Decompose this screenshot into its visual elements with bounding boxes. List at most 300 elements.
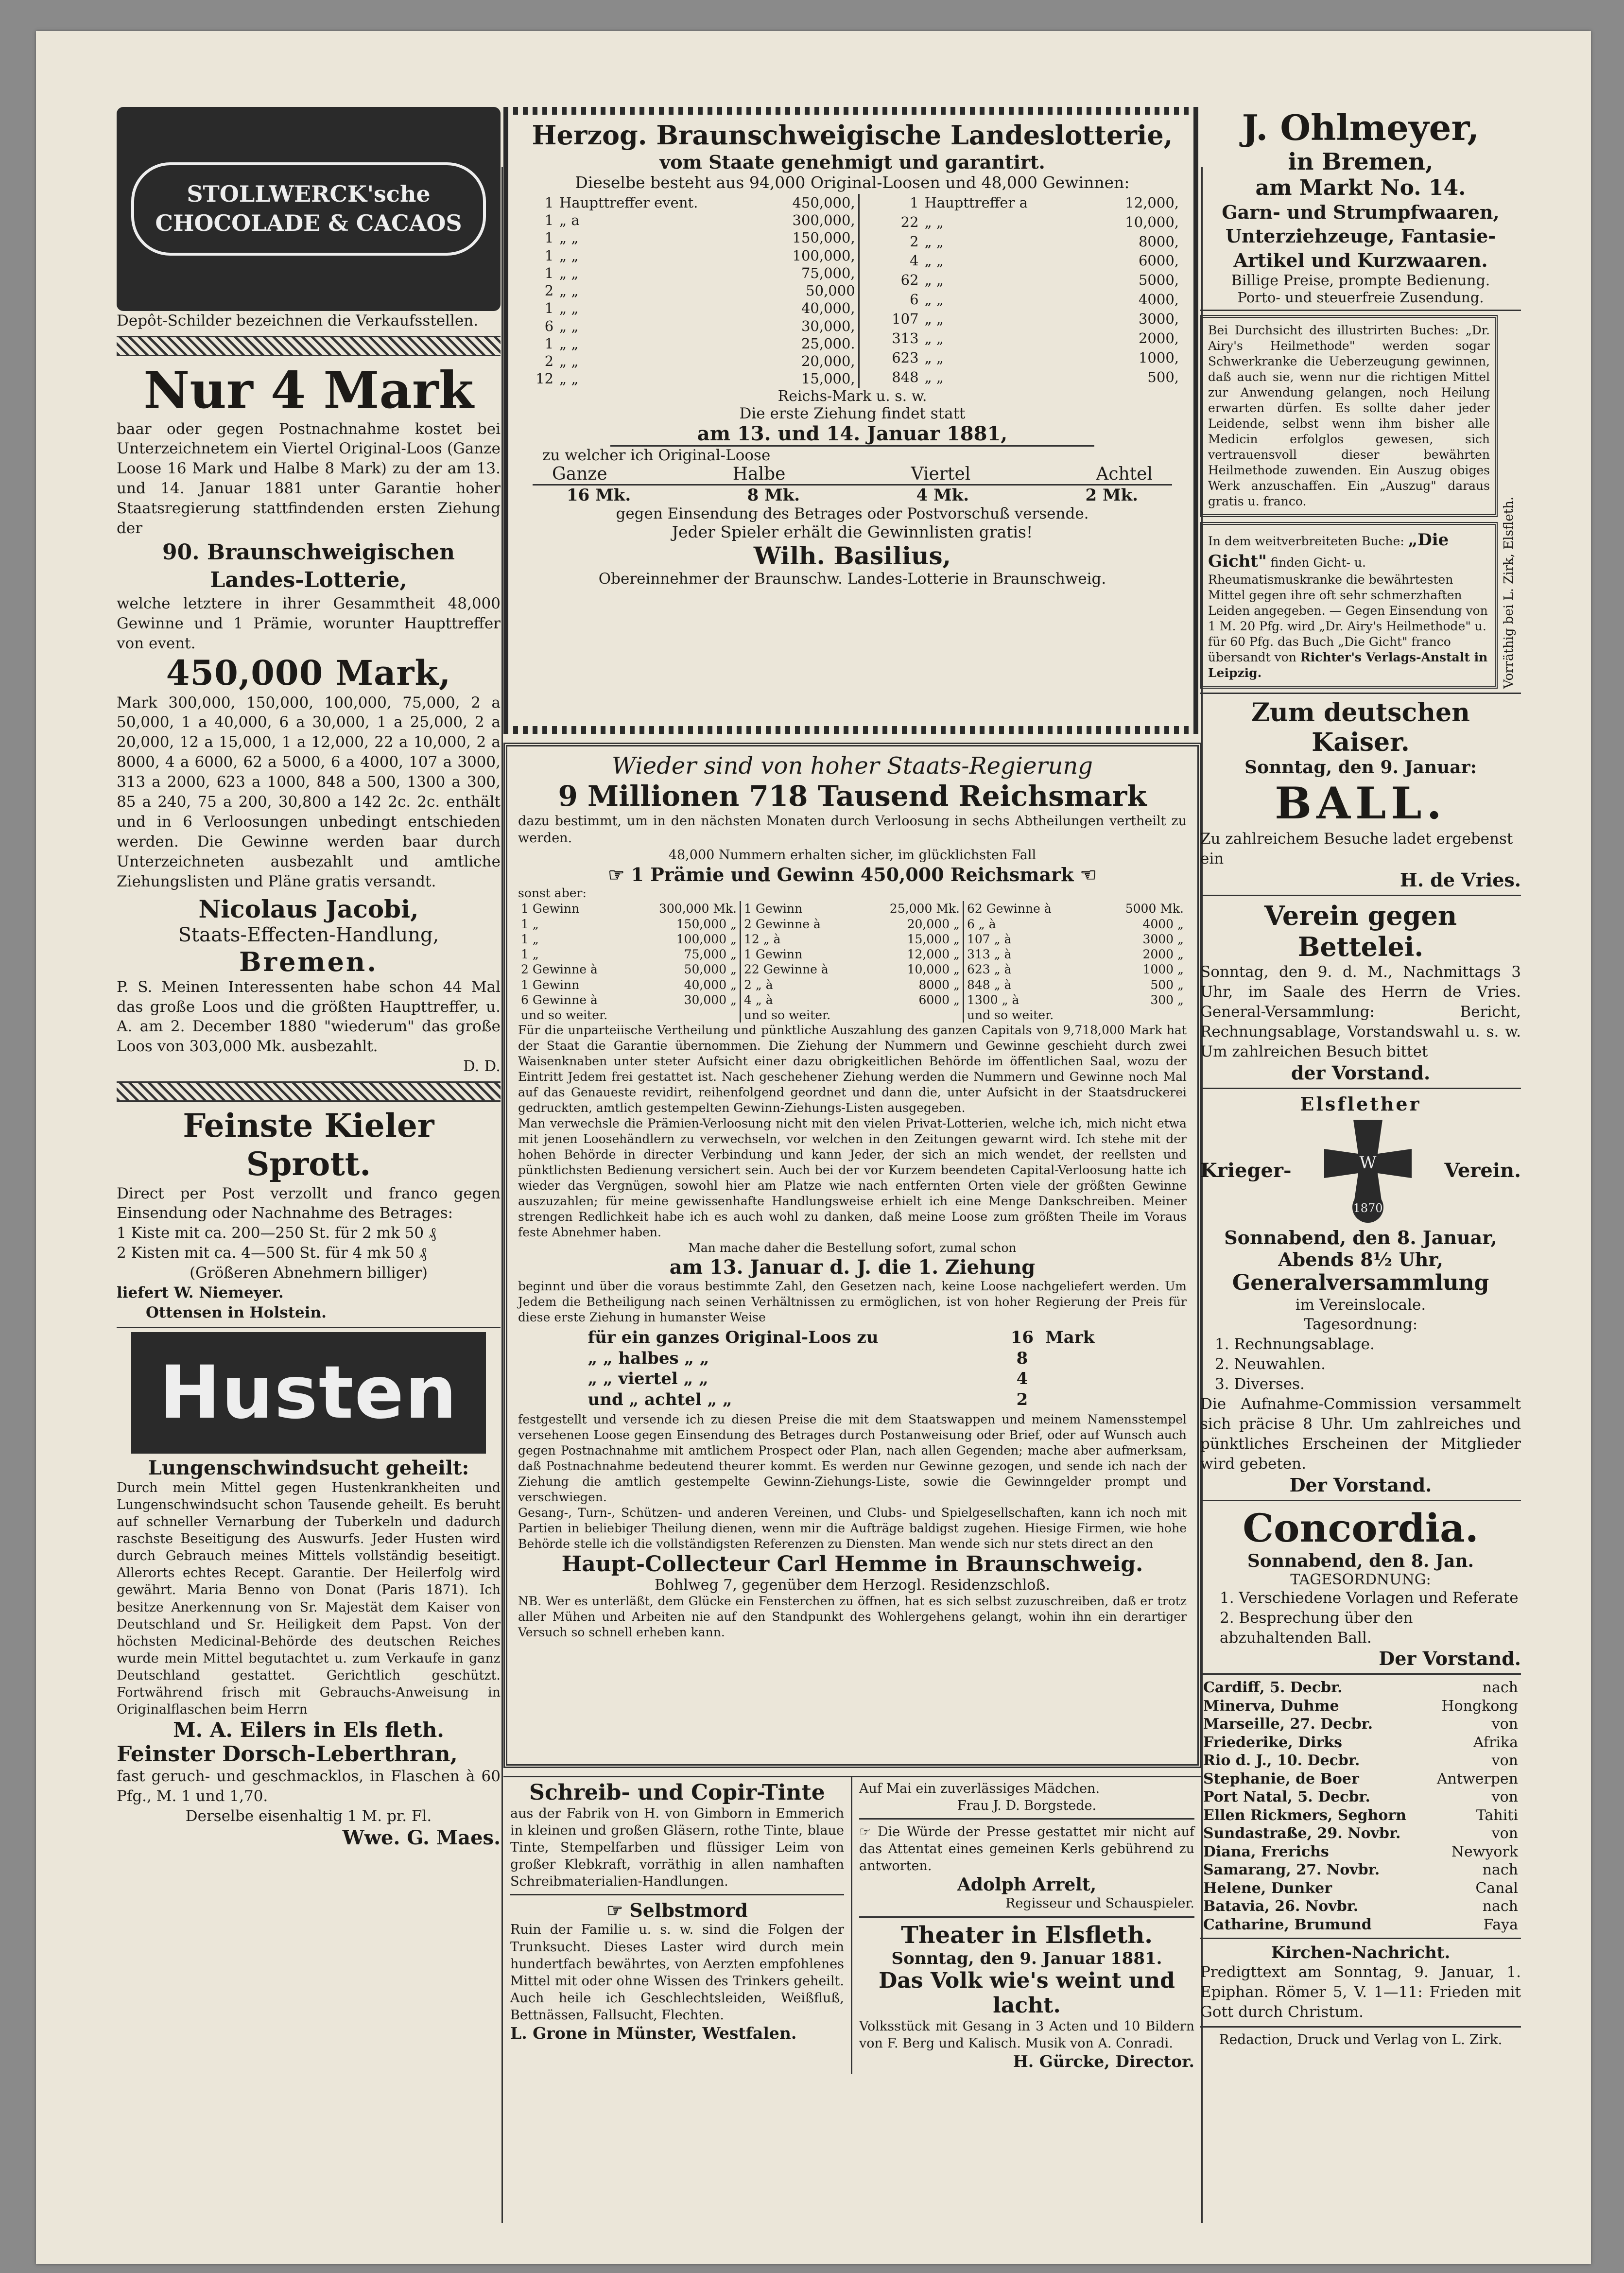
nur-4-mark-city: Bremen. bbox=[239, 946, 378, 977]
husten-ad bbox=[117, 1332, 501, 1742]
presse-sub: Regisseur und Schauspieler. bbox=[1005, 1896, 1194, 1911]
hemme-t2-cell: 10,000 „ bbox=[907, 962, 960, 977]
husten-title: Husten bbox=[159, 1350, 458, 1435]
lottery-left-cell: „ „ bbox=[559, 229, 579, 246]
lottery-right-cell: „ „ bbox=[924, 252, 944, 269]
hemme-price-cell: Mark bbox=[1045, 1328, 1095, 1348]
hemme-t1-cell: 1 „ bbox=[521, 917, 539, 931]
lottery-send: gegen Einsendung des Betrages oder Postvorschuß versende. bbox=[616, 504, 1089, 522]
lottery-left-cell: „ „ bbox=[559, 247, 579, 264]
hemme-t3-cell: 6 „ à bbox=[967, 917, 996, 931]
lottery-left-cell: 15,000, bbox=[801, 370, 855, 387]
krieger-item-1: 1. Rechnungsablage. bbox=[1215, 1336, 1375, 1353]
lottery-left-cell: 20,000, bbox=[801, 353, 855, 370]
concordia-firm: Der Vorstand. bbox=[1379, 1648, 1521, 1670]
ship-row bbox=[1200, 1897, 1521, 1916]
lottery-which: zu welcher ich Original-Loose bbox=[542, 446, 771, 464]
hemme-t1-cell: 40,000 „ bbox=[684, 977, 737, 992]
ohlmeyer-goods: Garn- und Strumpfwaaren, Unterziehzeuge, Fantasie-Artikel und Kurzwaaren. bbox=[1222, 201, 1500, 271]
lottery-left-cell: 300,000, bbox=[792, 212, 855, 229]
lottery-right-cell: 6 bbox=[910, 291, 919, 308]
hemme-t3-row bbox=[964, 962, 1187, 977]
lottery-loos-prices bbox=[533, 484, 1172, 505]
ship-cell: Friederike, Dirks bbox=[1203, 1734, 1342, 1751]
column-middle bbox=[503, 107, 1201, 2211]
lottery-right-row bbox=[871, 368, 1182, 388]
bottom-ads-right bbox=[852, 1777, 1201, 2074]
hemme-t3-cell: 1000 „ bbox=[1142, 962, 1184, 977]
hemme-t3-cell: 2000 „ bbox=[1142, 947, 1184, 962]
lottery-prize-tables bbox=[523, 194, 1182, 388]
hemme-t3-cell: 300 „ bbox=[1150, 992, 1184, 1007]
hemme-t2-cell: 2 Gewinne à bbox=[744, 917, 821, 931]
hemme-price-cell: 2 bbox=[1016, 1389, 1028, 1409]
ship-row bbox=[1200, 1861, 1521, 1879]
hemme-table-3 bbox=[964, 901, 1187, 1023]
hemme-t3-row bbox=[964, 917, 1187, 932]
hemme-t2-cell: 1 Gewinn bbox=[744, 947, 803, 962]
ship-cell: Helene, Dunker bbox=[1203, 1879, 1332, 1897]
kaiser-firm: H. de Vries. bbox=[1399, 869, 1521, 891]
bottom-ads-left bbox=[503, 1777, 852, 2074]
lottery-left-cell: „ „ bbox=[559, 370, 579, 387]
lottery-left-row bbox=[523, 299, 859, 317]
ship-cell: Afrika bbox=[1473, 1734, 1518, 1751]
hemme-price-cell: „ „ viertel „ „ bbox=[587, 1369, 708, 1389]
lottery-left-cell: 150,000, bbox=[792, 229, 855, 246]
ship-cell: Hongkong bbox=[1441, 1697, 1518, 1715]
lottery-left-cell: 12 bbox=[536, 370, 554, 387]
hemme-nb: NB. Wer es unterläßt, dem Glücke ein Fensterchen zu öffnen, hat es sich selbst zuzuschreiben, daß er trotz aller Mühen und Arbeiten nie auf den Standpunkt des Wohlergehens gelangt, wohin ihn ein derartiger Versuch so schnell erheben kann. bbox=[518, 1594, 1187, 1640]
lottery-right-row bbox=[871, 330, 1182, 349]
lottery-right-cell: 22 bbox=[900, 213, 919, 230]
hemme-t2-cell: 20,000 „ bbox=[907, 917, 960, 931]
divider bbox=[1200, 310, 1521, 311]
ship-cell: nach bbox=[1482, 1898, 1518, 1915]
lottery-right-cell: 10,000, bbox=[1125, 213, 1179, 230]
lottery-left-cell: „ „ bbox=[559, 264, 579, 281]
hemme-t3-row bbox=[964, 947, 1187, 962]
bottom-ads-row bbox=[503, 1776, 1201, 2074]
hemme-t3-cell: 848 „ à bbox=[967, 977, 1012, 992]
lottery-right-cell: 4000, bbox=[1138, 291, 1179, 308]
presse-body-text: Die Würde der Presse gestattet mir nicht auf das Attentat eines gemeinen Kerls gebührend zu antworten. bbox=[859, 1824, 1194, 1874]
gicht-box bbox=[1200, 522, 1498, 689]
ohlmeyer-note: Billige Preise, prompte Bedienung. bbox=[1231, 272, 1490, 290]
hemme-t1-row bbox=[518, 962, 741, 977]
ship-row bbox=[1200, 1806, 1521, 1825]
divider bbox=[510, 1894, 844, 1895]
lottery-left-cell: 2 bbox=[544, 282, 554, 299]
krieger-date: Sonnabend, den 8. Januar, Abends 8½ Uhr, bbox=[1224, 1226, 1497, 1270]
lottery-right-cell: Haupttreffer a bbox=[924, 194, 1028, 211]
hemme-sum: 9 Millionen 718 Tausend Reichsmark bbox=[558, 780, 1147, 813]
airy-gicht-boxes bbox=[1200, 315, 1498, 689]
divider bbox=[859, 1916, 1194, 1918]
ship-row bbox=[1200, 1843, 1521, 1861]
stollwerck-ad bbox=[117, 107, 501, 331]
ship-row bbox=[1200, 1916, 1521, 1934]
hemme-t1-cell: 6 Gewinne à bbox=[521, 992, 598, 1007]
lottery-left-row bbox=[523, 370, 859, 387]
hemme-t2-cell: 12 „ à bbox=[744, 932, 781, 946]
hemme-t1-cell: 1 Gewinn bbox=[521, 977, 580, 992]
hemme-title: Wieder sind von hoher Staats-Regierung bbox=[611, 752, 1093, 780]
ship-row bbox=[1200, 1824, 1521, 1843]
lottery-firm: Wilh. Basilius, bbox=[753, 541, 951, 570]
lottery-left-row bbox=[523, 352, 859, 370]
selbstmord-firm: L. Grone in Münster, Westfalen. bbox=[510, 2024, 797, 2043]
hemme-t3-cell: 313 „ à bbox=[967, 947, 1012, 962]
ship-cell: nach bbox=[1482, 1861, 1518, 1879]
lottery-left-cell: 50,000 bbox=[806, 282, 855, 299]
krieger-body: Die Aufnahme-Commission versammelt sich präcise 8 Uhr. Um zahlreiches und pünktliches Erscheinen der Mitglieder wird gebeten. bbox=[1200, 1395, 1521, 1473]
hemme-price-row bbox=[585, 1327, 1120, 1348]
hemme-intro: dazu bestimmt, um in den nächsten Monaten durch Verloosung in sechs Abtheilungen vertheilt zu werden. bbox=[518, 814, 1187, 846]
hemme-t2-cell bbox=[863, 1007, 963, 1023]
krieger-item-3: 3. Diverses. bbox=[1215, 1375, 1305, 1393]
loos-head-viertel: Viertel bbox=[911, 464, 971, 484]
lottery-right-row bbox=[871, 194, 1182, 213]
lottery-left-cell: Haupttreffer event. bbox=[559, 194, 698, 211]
bettelei-title: Verein gegen Bettelei. bbox=[1264, 900, 1457, 963]
krieger-location: im Vereinslocale. bbox=[1295, 1296, 1426, 1314]
ship-cell: Stephanie, de Boer bbox=[1203, 1770, 1359, 1787]
hemme-sonst: sonst aber: bbox=[518, 886, 587, 901]
hemme-t1-cell: 75,000 „ bbox=[684, 947, 737, 962]
stollwerck-text: Depôt-Schilder bezeichnen die Verkaufsstellen. bbox=[117, 312, 479, 330]
ship-cell: Batavia, 26. Novbr. bbox=[1203, 1898, 1359, 1915]
lottery-footer: Obereinnehmer der Braunschw. Landes-Lotterie in Braunschweig. bbox=[598, 570, 1106, 588]
loos-price-viertel: 4 Mk. bbox=[916, 485, 969, 505]
dorsch-title: Feinster Dorsch-Leberthran, bbox=[117, 1742, 458, 1767]
ship-row bbox=[1200, 1715, 1521, 1734]
nur-4-mark-ps: P. S. Meinen Interessenten habe schon 44 Mal das große Loos und die größten Haupttreffer, u. A. am 2. December 1880 "wiederum" das große Loos von 303,000 Mk. ausbezahlt. bbox=[117, 978, 501, 1056]
hemme-body-3: Man mache daher die Bestellung sofort, zumal schon bbox=[688, 1241, 1017, 1255]
divider bbox=[117, 1327, 501, 1328]
lottery-right-row bbox=[871, 291, 1182, 310]
lottery-left-cell: „ „ bbox=[559, 282, 579, 299]
hemme-price-cell: 8 bbox=[1016, 1348, 1028, 1368]
sprott-line-5: Ottensen in Holstein. bbox=[146, 1303, 327, 1321]
lottery-right-cell: „ „ bbox=[924, 213, 944, 230]
ship-row bbox=[1200, 1770, 1521, 1788]
hemme-t3-row bbox=[964, 992, 1187, 1007]
hemme-t1-row bbox=[518, 1007, 741, 1023]
hemme-t1-cell: 1 „ bbox=[521, 932, 539, 946]
nur-4-mark-firm-2: Staats-Effecten-Handlung, bbox=[178, 923, 439, 946]
ship-cell: Canal bbox=[1475, 1879, 1518, 1897]
lottery-right-cell: 848 bbox=[892, 368, 919, 385]
lottery-right-cell: 500, bbox=[1147, 368, 1179, 385]
hemme-price-list bbox=[585, 1327, 1120, 1410]
ship-cell: Antwerpen bbox=[1436, 1770, 1518, 1787]
lottery-left-cell: „ „ bbox=[559, 300, 579, 317]
ship-cell: Ellen Rickmers, Seghorn bbox=[1203, 1806, 1406, 1824]
kaiser-ball: BALL. bbox=[1275, 778, 1447, 830]
hemme-address: Bohlweg 7, gegenüber dem Herzogl. Residenzschloß. bbox=[655, 1577, 1050, 1594]
lottery-left-cell: „ „ bbox=[559, 317, 579, 334]
ship-cell: Port Natal, 5. Decbr. bbox=[1203, 1788, 1370, 1806]
theater-play: Das Volk wie's weint und lacht. bbox=[879, 1968, 1175, 2018]
hemme-price-cell: 4 bbox=[1016, 1369, 1028, 1389]
hemme-t1-cell: 300,000 Mk. bbox=[658, 902, 737, 916]
bettelei-body: Sonntag, den 9. d. M., Nachmittags 3 Uhr, im Saale des Herrn de Vries. General-Versammlung: Bericht, Rechnungsablage, Vorstandswahl u. s. w. Um zahlreichen Besuch bittet bbox=[1200, 963, 1521, 1060]
tinte-title: Schreib- und Copir-Tinte bbox=[529, 1780, 825, 1805]
ship-cell: Cardiff, 5. Decbr. bbox=[1203, 1679, 1343, 1697]
ship-cell: Diana, Frerichs bbox=[1203, 1843, 1329, 1860]
lottery-rm: Reichs-Mark u. s. w. bbox=[777, 387, 927, 405]
divider bbox=[1200, 1938, 1521, 1939]
sprott-line-3: (Größeren Abnehmern billiger) bbox=[190, 1264, 428, 1282]
krieger-firm: Der Vorstand. bbox=[1289, 1474, 1432, 1496]
divider bbox=[1200, 1088, 1521, 1089]
lottery-right-row bbox=[871, 252, 1182, 271]
lottery-left-cell: 1 bbox=[544, 247, 554, 264]
ship-cell: Samarang, 27. Novbr. bbox=[1203, 1861, 1380, 1879]
gicht-title: „Die Gicht" bbox=[1208, 530, 1449, 571]
ship-cell: von bbox=[1491, 1716, 1518, 1733]
lottery-table-left bbox=[523, 194, 860, 388]
column-left bbox=[117, 107, 501, 2211]
hemme-price-row bbox=[585, 1369, 1120, 1389]
krieger-item-2: 2. Neuwahlen. bbox=[1215, 1355, 1326, 1373]
gicht-side-note: Vorräthig bei L. Zirk, Elsfleth. bbox=[1502, 497, 1516, 689]
divider bbox=[1200, 693, 1521, 694]
nur-4-mark-body-2: welche letztere in ihrer Gesammtheit 48,000 Gewinne und 1 Prämie, worunter Haupttreffer von event. bbox=[117, 595, 501, 653]
lottery-right-row bbox=[871, 310, 1182, 330]
lottery-left-cell: 25,000. bbox=[801, 335, 855, 352]
hemme-t2-cell: 15,000 „ bbox=[907, 932, 960, 946]
lottery-right-cell: „ „ bbox=[924, 311, 944, 328]
hemme-body-4: beginnt und über die voraus bestimmte Zahl, den Gesetzen nach, keine Loose nachgeliefert werden. Um Jedem die Betheiligung nach seinen Verhältnissen zu ermöglichen, ist von hoher Regierung der Preis für diese erste Ziehung in humanster Weise bbox=[518, 1279, 1187, 1325]
lottery-left-cell: 1 bbox=[544, 335, 554, 352]
lottery-left-row bbox=[523, 317, 859, 335]
lottery-left-row bbox=[523, 282, 859, 299]
krieger-tagesordnung: Tagesordnung: bbox=[1303, 1316, 1418, 1334]
hemme-t2-cell: und so weiter. bbox=[744, 1008, 831, 1023]
lottery-date: am 13. und 14. Januar 1881, bbox=[610, 422, 1094, 447]
kirche-title: Kirchen-Nachricht. bbox=[1271, 1943, 1451, 1963]
lottery-right-row bbox=[871, 233, 1182, 252]
hemme-price-cell bbox=[1042, 1348, 1120, 1369]
hemme-t2-row bbox=[741, 1007, 964, 1023]
dorsch-body: fast geruch- und geschmacklos, in Flaschen à 60 Pfg., M. 1 und 1,70. bbox=[117, 1768, 501, 1805]
airy-gicht-ad bbox=[1200, 315, 1521, 689]
hemme-t2-row bbox=[741, 901, 964, 916]
ship-cell: Minerva, Duhme bbox=[1203, 1697, 1339, 1715]
krieger-top: Elsflether bbox=[1300, 1093, 1421, 1115]
dorsch-ad bbox=[117, 1742, 501, 1849]
hemme-price-row bbox=[585, 1389, 1120, 1410]
lottery-right-cell: 3000, bbox=[1138, 311, 1179, 328]
concordia-ad bbox=[1200, 1505, 1521, 1670]
lottery-right-cell: 313 bbox=[892, 330, 919, 347]
lottery-right-cell: 6000, bbox=[1138, 252, 1179, 269]
lottery-left-cell: „ „ bbox=[559, 353, 579, 370]
hemme-praemie bbox=[518, 864, 1187, 885]
lottery-right-cell: 4 bbox=[910, 252, 919, 269]
nur-4-mark-firm: Nicolaus Jacobi, bbox=[198, 894, 419, 923]
theater-director: H. Gürcke, Director. bbox=[1013, 2051, 1194, 2071]
lottery-first-draw: Die erste Ziehung findet statt bbox=[739, 404, 966, 422]
nur-4-mark-title: Nur 4 Mark bbox=[143, 360, 474, 420]
kirche-ad bbox=[1200, 1943, 1521, 2022]
loos-head-achtel: Achtel bbox=[1096, 464, 1153, 484]
lottery-right-cell: „ „ bbox=[924, 291, 944, 308]
lottery-left-cell: 40,000, bbox=[801, 300, 855, 317]
krieger-ad bbox=[1200, 1093, 1521, 1496]
lottery-right-cell: 1000, bbox=[1138, 349, 1179, 366]
hemme-t1-cell bbox=[634, 1007, 740, 1023]
shipping-news bbox=[1200, 1679, 1521, 1934]
ship-cell: Sundastraße, 29. Novbr. bbox=[1203, 1825, 1401, 1842]
ohlmeyer-ad bbox=[1200, 107, 1521, 306]
husten-banner bbox=[131, 1332, 486, 1454]
hemme-price-cell: 16 bbox=[1010, 1328, 1034, 1348]
hemme-t2-row bbox=[741, 932, 964, 947]
lottery-left-row bbox=[523, 264, 859, 282]
ship-row bbox=[1200, 1734, 1521, 1752]
lottery-right-cell: 2 bbox=[910, 233, 919, 250]
ohlmeyer-city: in Bremen, bbox=[1288, 148, 1434, 175]
lottery-left-cell: 6 bbox=[544, 317, 554, 334]
sprott-line-2: 2 Kisten mit ca. 4—500 St. für 4 mk 50 ₰ bbox=[117, 1244, 427, 1262]
kaiser-title: Zum deutschen Kaiser. bbox=[1251, 698, 1470, 758]
lottery-title: Herzog. Braunschweigische Landeslotterie, bbox=[532, 120, 1173, 151]
lottery-right-cell: 2000, bbox=[1138, 330, 1179, 347]
divider bbox=[859, 1818, 1194, 1820]
hemme-t2-cell: 22 Gewinne à bbox=[744, 962, 829, 977]
presse-body bbox=[859, 1823, 1194, 1874]
divider bbox=[1200, 2026, 1521, 2028]
hemme-t1-cell: 1 „ bbox=[521, 947, 539, 962]
ship-cell: Newyork bbox=[1451, 1843, 1518, 1860]
nur-4-mark-lottery: 90. Braunschweigischen Landes-Lotterie, bbox=[162, 539, 455, 593]
hemme-t2-cell: 25,000 Mk. bbox=[889, 902, 960, 916]
kirche-body: Predigttext am Sonntag, 9. Januar, 1. Epiphan. Römer 5, V. 1—11: Frieden mit Gott durch Christum. bbox=[1200, 1963, 1521, 2021]
sprott-body: Direct per Post verzollt und franco gegen Einsendung oder Nachnahme des Betrages: bbox=[117, 1184, 501, 1222]
bettelei-ad bbox=[1200, 900, 1521, 1084]
hemme-t2-cell: 12,000 „ bbox=[907, 947, 960, 962]
nur-4-mark-sig: D. D. bbox=[463, 1058, 501, 1076]
sprott-title: Feinste Kieler Sprott. bbox=[183, 1107, 434, 1183]
hemme-t2-cell: 8000 „ bbox=[918, 977, 960, 992]
lottery-left-cell: 1 bbox=[544, 229, 554, 246]
hemme-t3-cell: 107 „ à bbox=[967, 932, 1012, 946]
lottery-right-cell: 8000, bbox=[1138, 233, 1179, 250]
selbstmord-title bbox=[510, 1899, 844, 1921]
husten-firm: M. A. Eilers in Els fleth. bbox=[173, 1718, 444, 1742]
ship-row bbox=[1200, 1788, 1521, 1806]
hemme-t2-row bbox=[741, 962, 964, 977]
hemme-body-1: Für die unparteiische Vertheilung und pünktliche Auszahlung des ganzen Capitals von 9,718,000 Mark hat der Staat die Garantie übernommen. Die Ziehung der Nummern und Gewinne geschieht durch zwei Waisenknaben unter steter Aufsicht einer dazu obrigkeitlichen Behörde im öffentlichen Saal, wozu der Eintritt Jedem frei gestattet ist. Nach geschehener Ziehung werden die Nummern und Gewinne noch Mal auf das Genaueste revidirt, reihenfolgend geordnet und dann die, unter Aufsicht in der Staatsdruckerei gedruckten, amtlich gestempelten Gewinn-Ziehungs-Listen ausgegeben. bbox=[518, 1023, 1187, 1115]
hemme-t3-cell: 5000 Mk. bbox=[1125, 902, 1184, 916]
lottery-right-cell: „ „ bbox=[924, 272, 944, 289]
ship-row bbox=[1200, 1879, 1521, 1898]
hemme-t3-row bbox=[964, 1007, 1187, 1023]
lottery-left-cell: 1 bbox=[544, 194, 554, 211]
divider bbox=[1200, 1500, 1521, 1501]
airy-box bbox=[1200, 315, 1498, 517]
husten-body: Durch mein Mittel gegen Hustenkrankheiten und Lungenschwindsucht schon Tausende geheilt. Es beruht auf schneller Vernarbung der Tuberkeln und dadurch raschste Beseitigung des Auswurfs. Jeder Husten wird durch Gebrauch meines Mittels vollständig beseitigt. Allerorts echtes Recept. Garantie. Der Heilerfolg wird gewährt. Maria Benno von Donat (Paris 1871). Ich besitze Anerkennung von Sr. Majestät dem Kaiser von Deutschland und Sr. Heiligkeit dem Papst. Von der höchsten Medicinal-Behörde des deutschen Reiches wurde mein Mittel begutachtet u. zum Verkaufe in ganz Deutschland gestattet. Gerichtlich geschützt. Fortwährend frisch mit Gebrauchs-Anweisung in Originalflaschen beim Herrn bbox=[117, 1480, 501, 1718]
concordia-item-2: 2. Besprechung über den abzuhaltenden Ball. bbox=[1220, 1609, 1413, 1647]
hemme-price-cell bbox=[1042, 1389, 1120, 1410]
lottery-right-row bbox=[871, 349, 1182, 368]
hemme-t3-cell: 62 Gewinne à bbox=[967, 902, 1052, 916]
bettelei-firm: der Vorstand. bbox=[1291, 1061, 1431, 1084]
ohlmeyer-title: J. Ohlmeyer, bbox=[1242, 107, 1480, 148]
ohlmeyer-note-2: Porto- und steuerfreie Zusendung. bbox=[1237, 289, 1484, 306]
gicht-text: In dem weitverbreiteten Buche: bbox=[1208, 534, 1404, 549]
hemme-t1-cell: 100,000 „ bbox=[676, 932, 737, 946]
pointing-hand-icon: ☞ bbox=[608, 864, 631, 886]
hemme-firm: Haupt-Collecteur Carl Hemme in Braunschweig. bbox=[561, 1552, 1143, 1577]
hemme-table-1 bbox=[518, 901, 741, 1023]
hemme-t1-cell: 2 Gewinne à bbox=[521, 962, 598, 977]
iron-cross-icon bbox=[1319, 1115, 1417, 1227]
hemme-price-cell: für ein ganzes Original-Loos zu bbox=[587, 1328, 879, 1348]
loos-head-ganze: Ganze bbox=[552, 464, 607, 484]
pointing-hand-icon-2: ☜ bbox=[1073, 864, 1097, 886]
hemme-t3-cell: 623 „ à bbox=[967, 962, 1012, 977]
hemme-t1-row bbox=[518, 917, 741, 932]
hemme-table-2 bbox=[741, 901, 964, 1023]
lottery-right-cell: 107 bbox=[892, 311, 919, 328]
lottery-left-cell: 1 bbox=[544, 212, 554, 229]
theater-date: Sonntag, den 9. Januar 1881. bbox=[891, 1948, 1162, 1968]
concordia-date: Sonnabend, den 8. Jan. bbox=[1247, 1550, 1474, 1571]
airy-text: Bei Durchsicht des illustrirten Buches: „Dr. Airy's Heilmethode" werden sogar Schwerkranke die Ueberzeugung gewinnen, daß auch sie, wenn nur die richtigen Mittel zur Anwendung gelangen, noch Heilung erwarten dürfen. Es sollte daher jeder Leidende, selbst wenn ihm bisher alle Medicin erfolglos gewesen, sich vertrauensvoll dieser bewährten Heilmethode zuwenden. Ein Auszug obiges Werk anzuschaffen. Ein „Auszug" daraus gratis u. franco. bbox=[1208, 323, 1490, 509]
hemme-t1-cell: 30,000 „ bbox=[684, 992, 737, 1007]
kaiser-ad bbox=[1200, 698, 1521, 891]
lottery-left-cell: 1 bbox=[544, 264, 554, 281]
hemme-body-6: Gesang-, Turn-, Schützen- und anderen Vereinen, und Clubs- und Spielgesellschaften, kann ich noch mit Partien in beliebiger Theilung dienen, wenn mir die Aufträge baldigst zugehen. Hiesige Firmen, wie hohe Behörde stelle ich die vollständigsten Referenzen zu Diensten. Man wende sich nur stets direct an den bbox=[518, 1506, 1187, 1551]
lottery-left-row bbox=[523, 229, 859, 246]
theater-desc: Volksstück mit Gesang in 3 Acten und 10 Bildern von F. Berg und Kalisch. Musik von A. Conradi. bbox=[859, 2018, 1194, 2051]
hemme-t3-cell: und so weiter. bbox=[967, 1008, 1054, 1023]
hemme-t3-cell: 1300 „ à bbox=[967, 992, 1019, 1007]
krieger-right: Verein. bbox=[1444, 1159, 1521, 1182]
lottery-left-cell: 75,000, bbox=[801, 264, 855, 281]
concordia-title: Concordia. bbox=[1243, 1505, 1479, 1551]
krieger-left: Krieger- bbox=[1200, 1159, 1292, 1182]
hemme-t3-cell bbox=[1095, 1007, 1187, 1023]
hemme-t2-cell: 6000 „ bbox=[918, 992, 960, 1007]
sprott-line-1: 1 Kiste mit ca. 200—250 St. für 2 mk 50 ₰ bbox=[117, 1224, 436, 1242]
hemme-t1-row bbox=[518, 977, 741, 992]
nur-4-mark-prize: 450,000 Mark, bbox=[166, 653, 451, 694]
lottery-right-cell: 623 bbox=[892, 349, 919, 366]
hemme-t2-row bbox=[741, 992, 964, 1007]
hemme-t3-cell: 3000 „ bbox=[1142, 932, 1184, 946]
lottery-right-cell: 1 bbox=[910, 194, 919, 211]
ship-row bbox=[1200, 1752, 1521, 1770]
concordia-item-1: 1. Verschiedene Vorlagen und Referate bbox=[1220, 1589, 1519, 1607]
ship-cell: Faya bbox=[1483, 1916, 1518, 1933]
tinte-body: aus der Fabrik von H. von Gimborn in Emmerich in kleinen und großen Gläsern, rothe Tinte, blaue Tinte, Stempelfarben und flüssiger Leim von großer Klebkraft, vorräthig in allen namhaften Schreibmaterialien-Handlungen. bbox=[510, 1806, 844, 1890]
lottery-left-cell: „ „ bbox=[559, 335, 579, 352]
lottery-left-cell: 2 bbox=[544, 353, 554, 370]
lottery-loos-heads bbox=[523, 464, 1182, 484]
lottery-left-row bbox=[523, 335, 859, 352]
hemme-t2-row bbox=[741, 977, 964, 992]
dorsch-firm: Wwe. G. Maes. bbox=[342, 1826, 501, 1849]
column-rule-left bbox=[501, 167, 503, 2223]
husten-subtitle: Lungenschwindsucht geheilt: bbox=[148, 1456, 469, 1479]
hemme-t1-row bbox=[518, 932, 741, 947]
lottery-right-cell: „ „ bbox=[924, 349, 944, 366]
